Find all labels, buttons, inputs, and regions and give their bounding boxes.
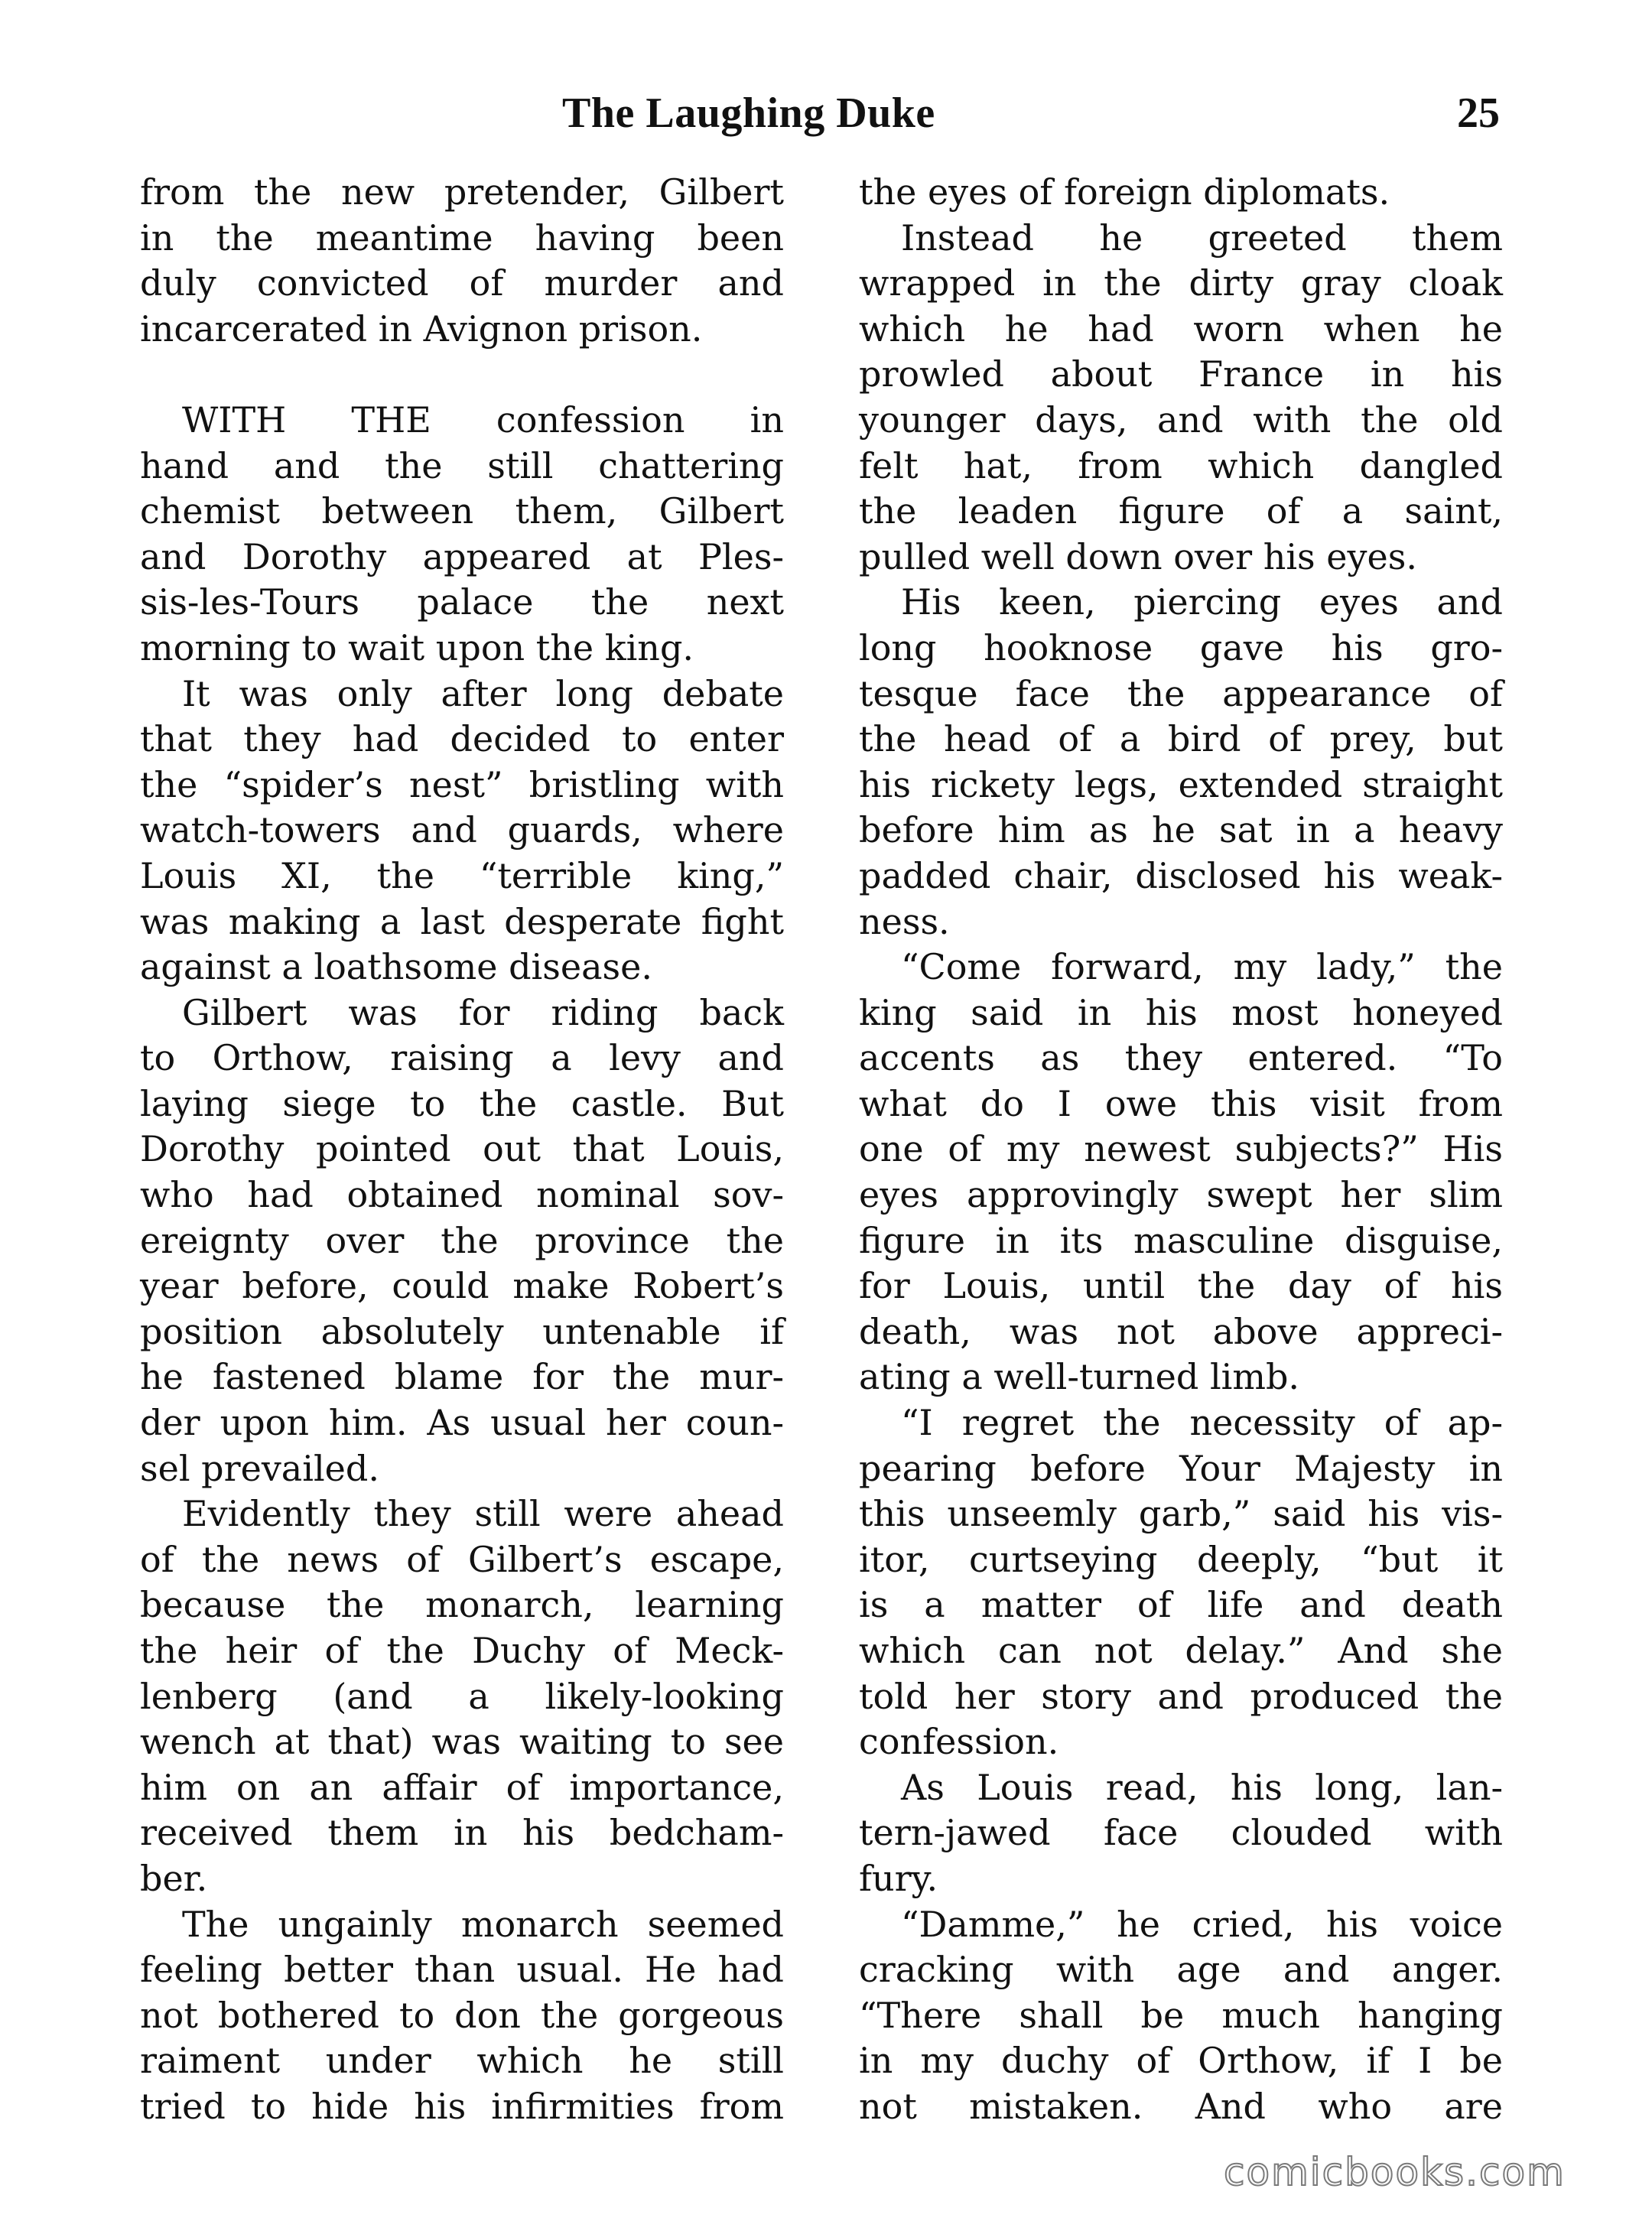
text-line: Louis XI, the “terrible king,” — [140, 854, 784, 896]
text-column-right — [859, 170, 1503, 2130]
text-line: wench at that) was waiting to see — [140, 1721, 784, 1763]
text-line: The ungainly monarch seemed — [182, 1903, 784, 1945]
text-line: padded chair, disclosed his weak- — [859, 854, 1503, 896]
text-line: As Louis read, his long, lan- — [901, 1766, 1503, 1808]
text-line: death, was not above appreci- — [859, 1310, 1503, 1352]
text-line: “Damme,” he cried, his voice — [901, 1903, 1503, 1945]
text-line: tesque face the appearance of — [859, 672, 1503, 714]
text-line: king said in his most honeyed — [859, 991, 1503, 1033]
text-line: “I regret the necessity of ap- — [901, 1402, 1503, 1444]
text-line: laying siege to the castle. But — [140, 1082, 784, 1124]
text-line: prowled about France in his — [859, 353, 1503, 395]
text-line: of the news of Gilbert’s escape, — [140, 1538, 784, 1580]
text-line: received them in his bedcham- — [140, 1812, 784, 1854]
text-line: sis-les-Tours palace the next — [140, 581, 784, 623]
text-line: this unseemly garb,” said his vis- — [859, 1493, 1503, 1535]
text-line: figure in its masculine disguise, — [859, 1219, 1503, 1261]
text-line: fury. — [859, 1857, 938, 1899]
text-line: accents as they entered. “To — [859, 1037, 1503, 1079]
text-line: what do I owe this visit from — [859, 1082, 1503, 1124]
text-line: his rickety legs, extended straight — [859, 763, 1503, 805]
text-line: the eyes of foreign diplomats. — [859, 171, 1390, 213]
text-line: sel prevailed. — [140, 1447, 379, 1489]
text-line: long hooknose gave his gro- — [859, 626, 1503, 668]
text-column-left — [140, 170, 784, 2130]
text-line: from the new pretender, Gilbert — [140, 171, 784, 213]
text-line: for Louis, until the day of his — [859, 1265, 1503, 1307]
text-line: Instead he greeted them — [901, 216, 1503, 259]
text-line: pearing before Your Majesty in — [859, 1447, 1503, 1489]
text-line: in my duchy of Orthow, if I be — [859, 2040, 1503, 2082]
text-line: which he had worn when he — [859, 307, 1503, 350]
text-line: the “spider’s nest” bristling with — [140, 763, 784, 805]
text-line: itor, curtseying deeply, “but it — [859, 1538, 1503, 1580]
text-line: ness. — [859, 900, 950, 942]
text-line: was making a last desperate fight — [140, 900, 784, 942]
text-line: “There shall be much hanging — [859, 1994, 1503, 2036]
text-line: ber. — [140, 1857, 208, 1899]
text-line: raiment under which he still — [140, 2040, 784, 2082]
text-line: WITH THE confession in — [182, 398, 784, 441]
text-line: him on an affair of importance, — [140, 1766, 784, 1808]
text-line: morning to wait upon the king. — [140, 626, 694, 668]
text-line: Dorothy pointed out that Louis, — [140, 1128, 784, 1170]
text-line: eyes approvingly swept her slim — [859, 1174, 1503, 1216]
paragraph-gap — [140, 352, 784, 398]
text-line: younger days, and with the old — [859, 398, 1503, 441]
text-line: before him as he sat in a heavy — [859, 809, 1503, 851]
text-line: and Dorothy appeared at Ples- — [140, 535, 784, 577]
text-line: to Orthow, raising a levy and — [140, 1037, 784, 1079]
running-head — [0, 83, 1652, 144]
text-line: hand and the still chattering — [140, 444, 784, 486]
text-line: the heir of the Duchy of Meck- — [140, 1630, 784, 1671]
text-line: which can not delay.” And she — [859, 1630, 1503, 1671]
text-line: position absolutely untenable if — [140, 1310, 784, 1352]
text-line: It was only after long debate — [182, 672, 784, 714]
text-line: watch-towers and guards, where — [140, 809, 784, 851]
text-line: feeling better than usual. He had — [140, 1949, 784, 1991]
text-line: told her story and produced the — [859, 1675, 1503, 1717]
text-line: confession. — [859, 1721, 1059, 1763]
text-line: der upon him. As usual her coun- — [140, 1402, 784, 1444]
text-line: pulled well down over his eyes. — [859, 535, 1417, 577]
running-title: The Laughing Duke — [562, 89, 935, 137]
text-line: Evidently they still were ahead — [182, 1493, 784, 1535]
text-line: tried to hide his infirmities from — [140, 2085, 784, 2127]
text-line: who had obtained nominal sov- — [140, 1174, 784, 1216]
text-line: lenberg (and a likely-looking — [140, 1675, 784, 1717]
text-line: the leaden figure of a saint, — [859, 490, 1503, 532]
text-line: chemist between them, Gilbert — [140, 490, 784, 532]
text-line: cracking with age and anger. — [859, 1949, 1503, 1991]
text-line: year before, could make Robert’s — [140, 1265, 784, 1307]
text-line: one of my newest subjects?” His — [859, 1128, 1503, 1170]
text-line: not bothered to don the gorgeous — [140, 1994, 784, 2036]
text-line: in the meantime having been — [140, 216, 784, 259]
site-watermark: comicbooks.com — [1224, 2150, 1566, 2194]
text-line: duly convicted of murder and — [140, 262, 784, 304]
text-line: ating a well-turned limb. — [859, 1356, 1300, 1398]
text-line: felt hat, from which dangled — [859, 444, 1503, 486]
text-line: is a matter of life and death — [859, 1584, 1503, 1626]
text-line: that they had decided to enter — [140, 718, 784, 760]
text-line: ereignty over the province the — [140, 1219, 784, 1261]
text-line: the head of a bird of prey, but — [859, 718, 1503, 760]
text-line: wrapped in the dirty gray cloak — [859, 262, 1503, 304]
text-line: not mistaken. And who are — [859, 2085, 1503, 2127]
text-line: tern-jawed face clouded with — [859, 1812, 1503, 1854]
page-number: 25 — [1457, 89, 1500, 137]
text-line: Gilbert was for riding back — [182, 991, 784, 1033]
text-line: because the monarch, learning — [140, 1584, 784, 1626]
text-line: against a loathsome disease. — [140, 946, 652, 988]
text-line: His keen, piercing eyes and — [901, 581, 1503, 623]
text-line: incarcerated in Avignon prison. — [140, 307, 703, 350]
text-line: he fastened blame for the mur- — [140, 1356, 784, 1398]
text-line: “Come forward, my lady,” the — [901, 946, 1503, 988]
